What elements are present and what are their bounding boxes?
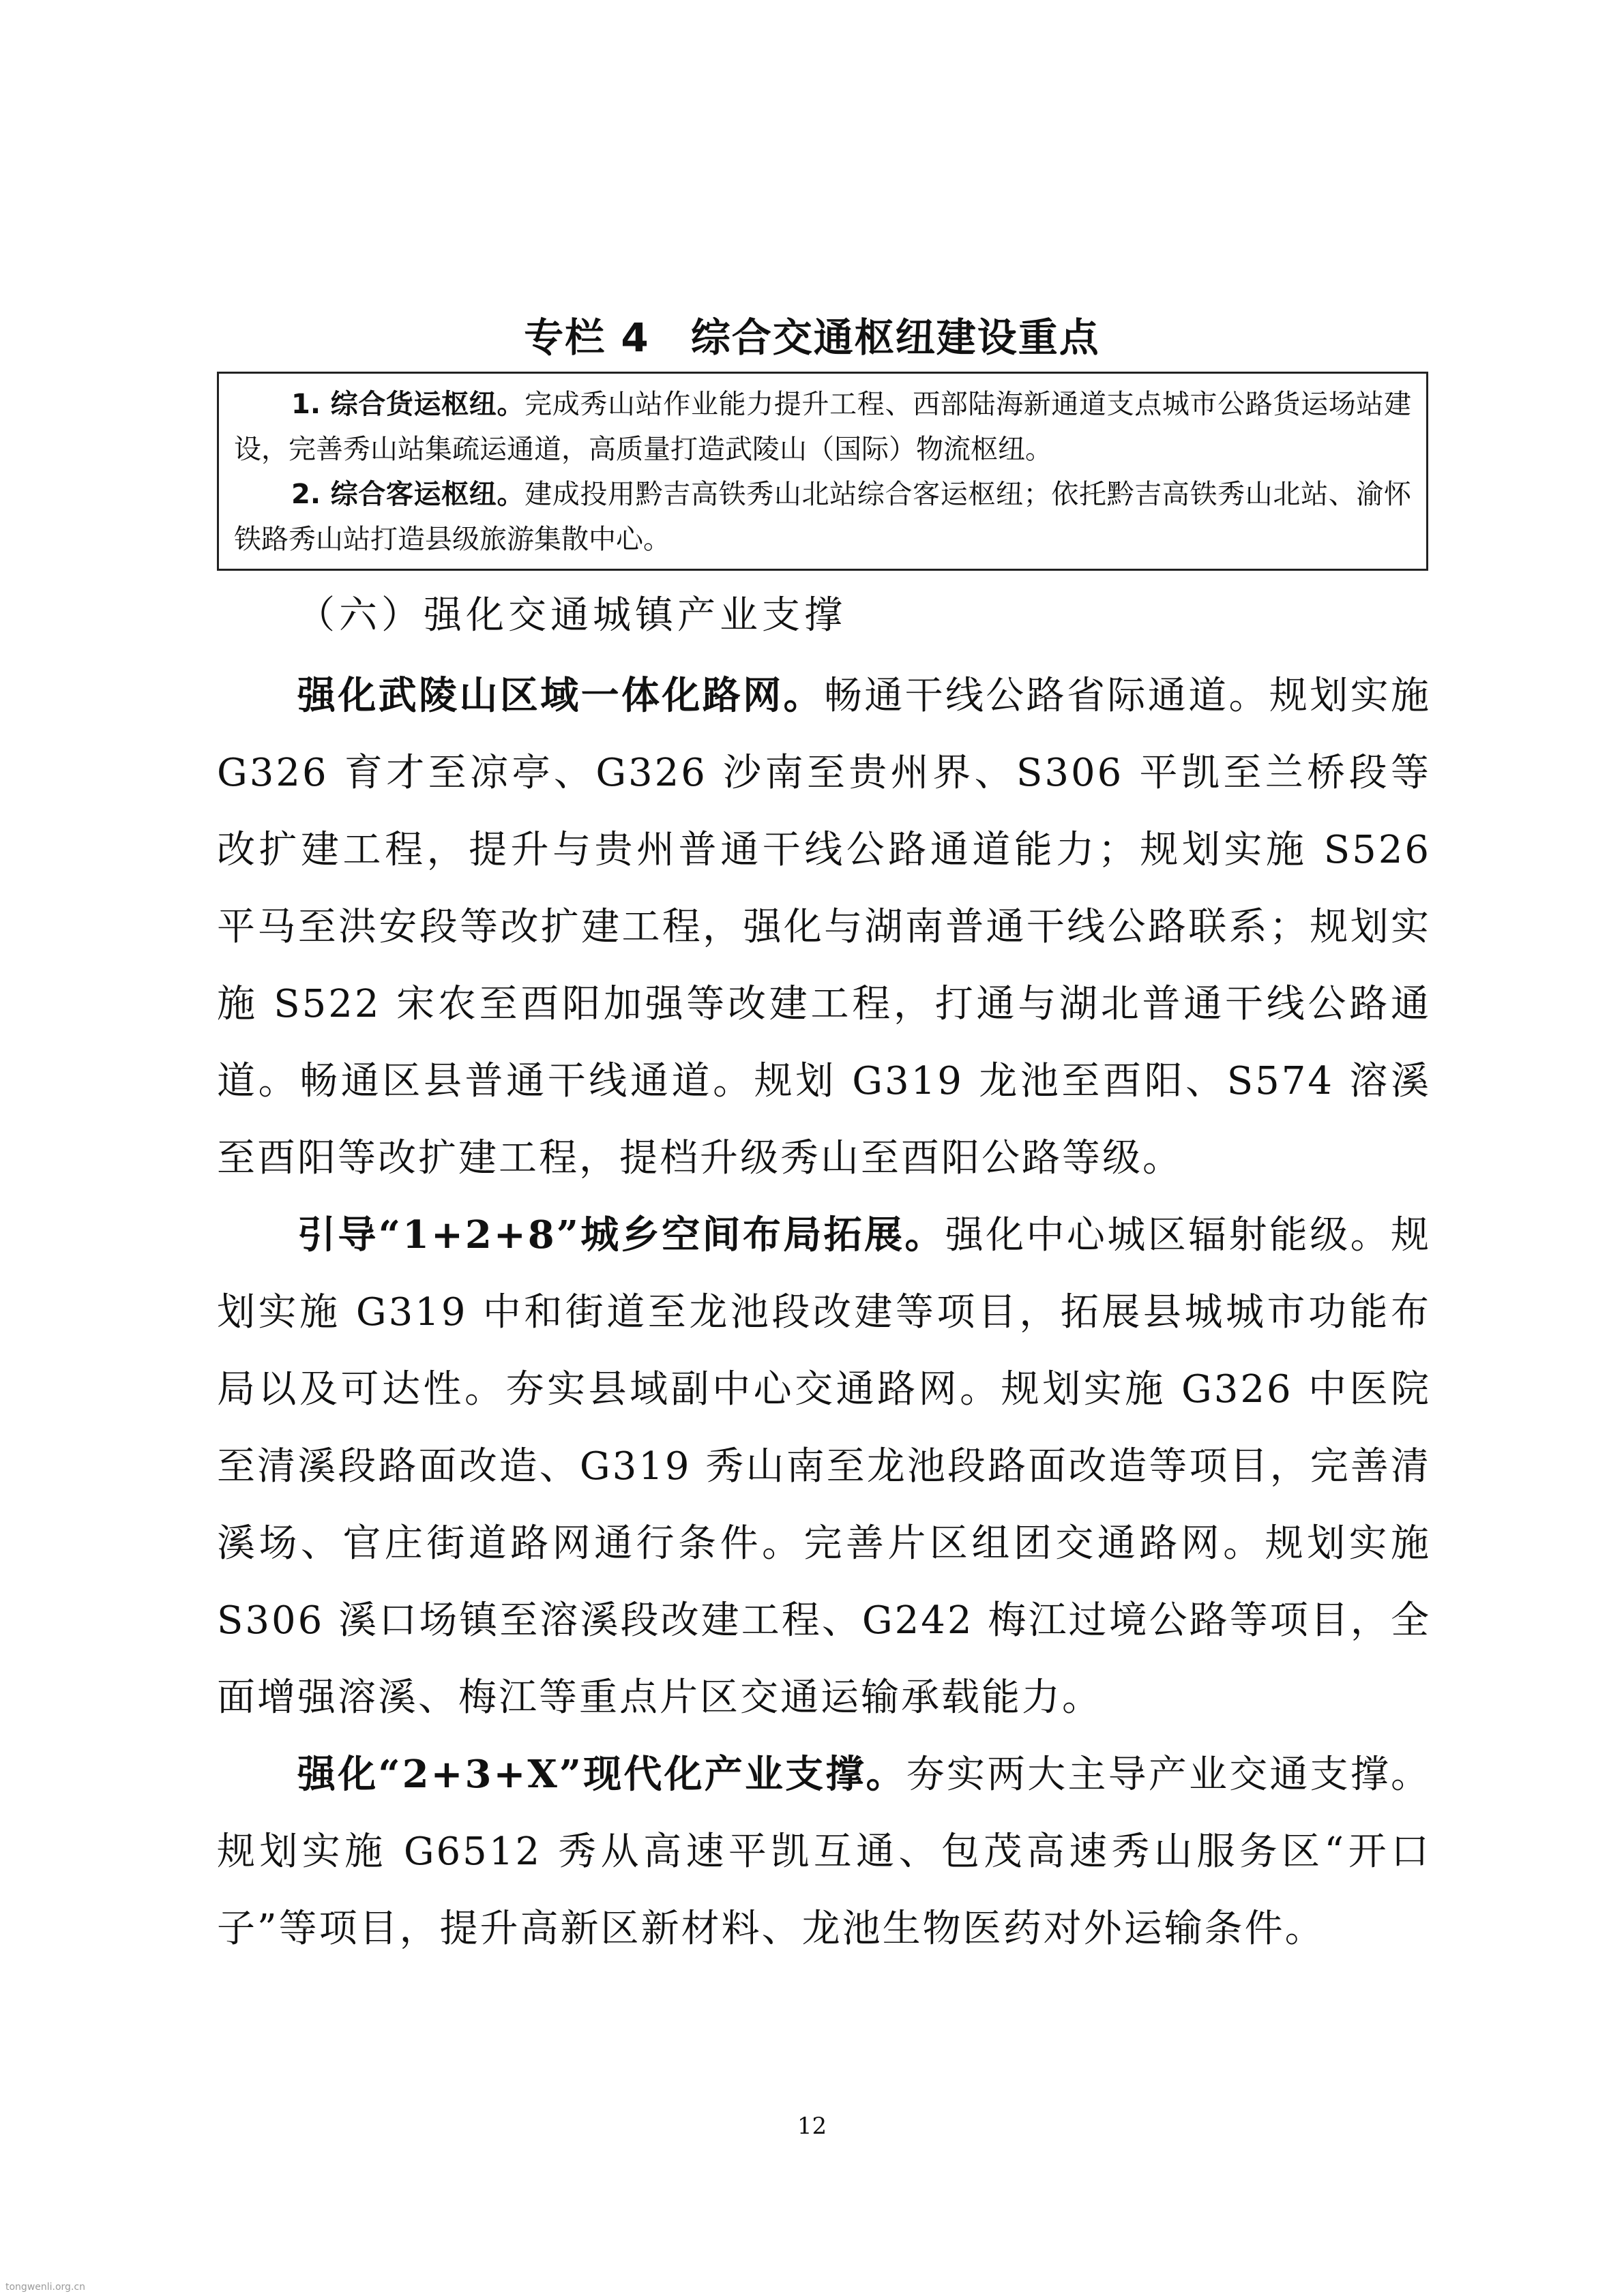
paragraph-lead: 强化“2+3+X”现代化产业支撑。 (297, 1752, 906, 1797)
body-text (217, 657, 1431, 1967)
box-item-freight (234, 382, 1411, 472)
section-heading: （六）强化交通城镇产业支撑 (297, 593, 846, 638)
box-item-lead: 1. 综合货运枢纽。 (291, 389, 525, 420)
paragraph-text: 强化中心城区辐射能级。规划实施 G319 中和街道至龙池段改建等项目，拓展县城城市功能布局以及可达性。夯实县域副中心交通路网。规划实施 G326 中医院至清溪段路面改造、G319 秀山南至龙池段路面改造等项目，完善清溪场、官庄街道路网通行条件。完善片区组团交通路网。规划实施 S306 溪口场镇至溶溪段改建工程、G242 梅江过境公路等项目，全面增强溶溪、梅江等重点片区交通运输承载能力。 (217, 1213, 1432, 1720)
paragraph-lead: 强化武陵山区域一体化路网。 (297, 673, 824, 718)
paragraph-urban-layout (217, 1197, 1431, 1736)
box-item-text: 完成秀山站作业能力提升工程、西部陆海新通道支点城市公路货运场站建设，完善秀山站集疏运通道，高质量打造武陵山（国际）物流枢纽。 (234, 389, 1412, 465)
paragraph-lead: 引导“1+2+8”城乡空间布局拓展。 (297, 1212, 945, 1257)
paragraph-regional-network (217, 657, 1431, 1197)
column-box (217, 372, 1428, 571)
paragraph-text: 畅通干线公路省际通道。规划实施 G326 育才至凉亭、G326 沙南至贵州界、S306 平凯至兰桥段等改扩建工程，提升与贵州普通干线公路通道能力；规划实施 S526 平马至洪安段等改扩建工程，强化与湖南普通干线公路联系；规划实施 S522 宋农至酉阳加强等改建工程，打通与湖北普通干线公路通道。畅通区县普通干线通道。规划 G319 龙池至酉阳、S574 溶溪至酉阳等改扩建工程，提档升级秀山至酉阳公路等级。 (217, 674, 1432, 1180)
page-number: 12 (797, 2113, 827, 2140)
paragraph-industry-support (217, 1736, 1431, 1967)
box-item-passenger (234, 472, 1411, 562)
column-box-title: 专栏 4 综合交通枢纽建设重点 (524, 314, 1100, 361)
paragraph-text: 夯实两大主导产业交通支撑。规划实施 G6512 秀从高速平凯互通、包茂高速秀山服务区“开口子”等项目，提升高新区新材料、龙池生物医药对外运输条件。 (217, 1753, 1432, 1951)
watermark: tongwenli.org.cn (5, 2282, 85, 2293)
box-item-text: 建成投用黔吉高铁秀山北站综合客运枢纽；依托黔吉高铁秀山北站、渝怀铁路秀山站打造县级旅游集散中心。 (234, 479, 1412, 555)
box-item-lead: 2. 综合客运枢纽。 (291, 479, 525, 510)
